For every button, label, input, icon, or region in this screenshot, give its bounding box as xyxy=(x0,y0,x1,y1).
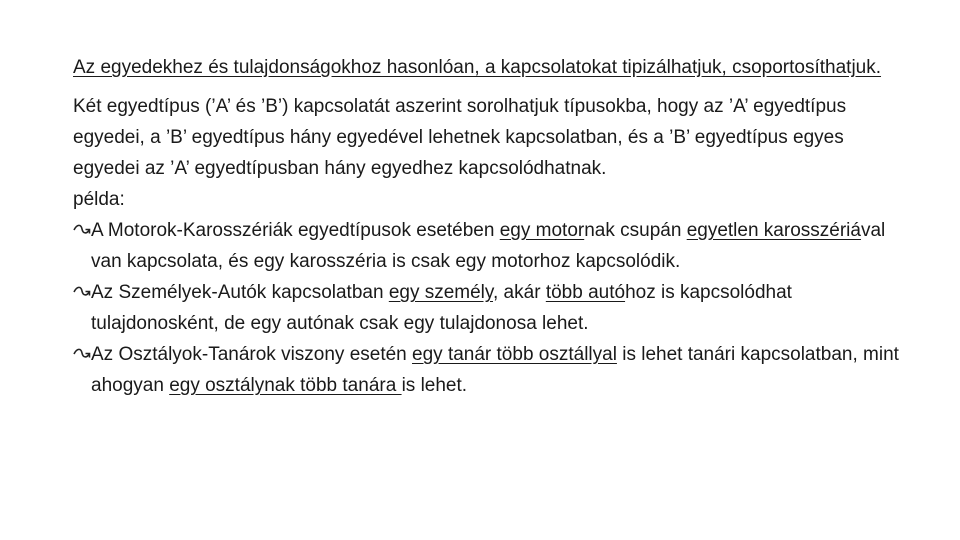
bullet-text: is lehet. xyxy=(401,375,468,396)
curly-arrow-icon xyxy=(73,215,91,246)
bullet-item-classes-teachers xyxy=(73,339,913,401)
bullet-text: A Motorok-Karosszériák egyedtípusok esetében xyxy=(91,220,500,241)
underlined-phrase: egy motor xyxy=(499,220,585,241)
underlined-phrase: egy osztálynak több tanára xyxy=(169,375,402,396)
curly-arrow-icon xyxy=(73,339,91,370)
bullet-item-persons-cars xyxy=(73,277,913,339)
slide-content xyxy=(73,52,913,401)
curly-arrow-icon xyxy=(73,277,91,308)
underlined-phrase: több autó xyxy=(545,282,626,303)
bullet-item-motors xyxy=(73,215,913,277)
bullet-text: nak csupán xyxy=(584,220,687,241)
intro-heading: Az egyedekhez és tulajdonságokhoz hasonlóan, a kapcsolatokat tipizálhatjuk, csoportosíthatjuk. xyxy=(73,57,882,78)
bullet-text: Az Személyek-Autók kapcsolatban xyxy=(91,282,389,303)
example-label: példa: xyxy=(73,189,125,210)
underlined-phrase: egy személy xyxy=(388,282,493,303)
underlined-phrase: egyetlen karosszériá xyxy=(686,220,861,241)
main-paragraph-text: Két egyedtípus (’A’ és ’B’) kapcsolatát aszerint sorolhatjuk típusokba, hogy az ’A’ egyedtípus egyedei, a ’B’ egyedtípus hány egyedével lehetnek kapcsolatban, és a ’B’ egyedtípus egyes egyedei az ’A’ egyedtípusban hány egyedhez kapcsolódhatnak. xyxy=(73,96,847,179)
bullet-text: , akár xyxy=(493,282,546,303)
bullet-text: hoz is kapcsolódhat tulajdonosként, de egy autónak csak egy tulajdonosa lehet. xyxy=(91,282,792,334)
bullet-text: is lehet tanári kapcsolatban, mint ahogyan xyxy=(91,344,899,396)
bullet-text: Az Osztályok-Tanárok viszony esetén xyxy=(91,344,413,365)
underlined-phrase: egy tanár több osztállyal xyxy=(412,344,617,365)
bullet-text: val van kapcsolata, és egy karosszéria is csak egy motorhoz kapcsolódik. xyxy=(91,220,886,272)
main-paragraph xyxy=(73,91,913,215)
